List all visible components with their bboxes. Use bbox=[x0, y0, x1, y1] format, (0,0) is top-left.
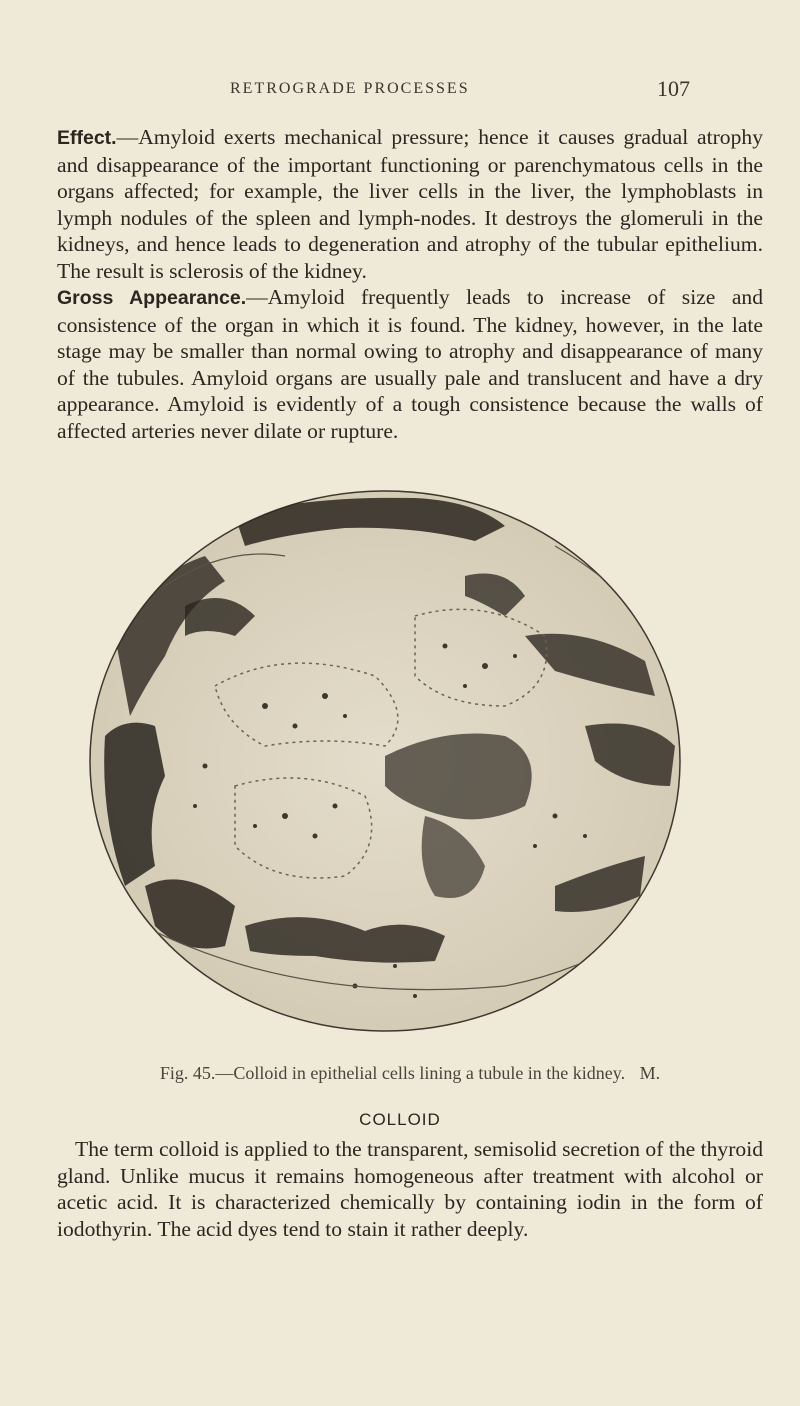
caption-magnification: M. bbox=[639, 1063, 661, 1083]
caption-text: Fig. 45.—Colloid in epithelial cells lining a tubule in the kidney. bbox=[159, 1063, 626, 1083]
running-header bbox=[230, 76, 690, 101]
figure-caption bbox=[57, 1063, 763, 1084]
effect-paragraph bbox=[57, 124, 763, 284]
gross-appearance-paragraph bbox=[57, 284, 763, 444]
amyloid-section bbox=[57, 124, 763, 444]
gross-appearance-lead: Gross Appearance. bbox=[57, 287, 247, 309]
gross-appearance-text: —Amyloid frequently leads to increase of size and consistence of the organ in which it is found. The kidney, however, in the late stage may be smaller than normal owing to atrophy and disappearance of many of the tubules. Amyloid organs are usually pale and translucent and have a dry appearance. Amyloid is evidently of a tough consistence because the walls of affected arteries never dilate or rupture. bbox=[57, 285, 764, 443]
micrograph-illustration bbox=[85, 486, 685, 1066]
colloid-section bbox=[57, 1136, 763, 1242]
effect-text: —Amyloid exerts mechanical pressure; hence it causes gradual atrophy and disappearance of the important functioning or parenchymatous cells in the organs affected; for example, the liver cells in the liver, the lymphoblasts in lymph nodules of the spleen and lymph-nodes. It destroys the glomeruli in the kidneys, and hence leads to degeneration and atrophy of the tubular epithelium. The result is sclerosis of the kidney. bbox=[57, 125, 763, 283]
running-title: RETROGRADE PROCESSES bbox=[230, 80, 470, 97]
page-number: 107 bbox=[657, 76, 690, 101]
effect-lead: Effect. bbox=[57, 127, 117, 149]
colloid-paragraph: The term colloid is applied to the transparent, semisolid secretion of the thyroid gland. Unlike mucus it remains homogeneous after treatment with alcohol or acetic acid. It is characterized chemically by containing iodin in the form of iodothyrin. The acid dyes tend to stain it rather deeply. bbox=[57, 1137, 763, 1241]
colloid-heading: COLLOID bbox=[359, 1110, 441, 1129]
figure-illustration bbox=[85, 486, 685, 1066]
